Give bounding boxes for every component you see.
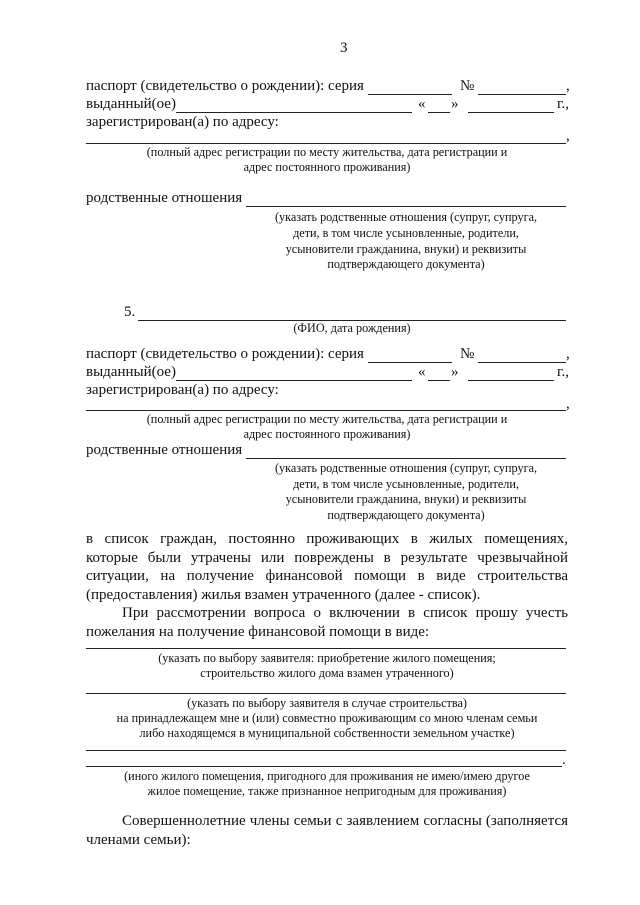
- consent-paragraph: Совершеннолетние члены семьи с заявлением согласны (заполняется членами семьи):: [86, 813, 568, 848]
- date-open-quote: «: [418, 364, 426, 380]
- choice-hint: (указать по выбору заявителя: приобретение жилого помещения;: [158, 651, 496, 665]
- month-field[interactable]: [468, 380, 554, 381]
- registered-label: зарегистрирован(а) по адресу:: [86, 382, 279, 398]
- construction-hint: либо находящемся в муниципальной собственности земельном участке): [139, 726, 515, 740]
- relation-label: родственные отношения: [86, 190, 243, 206]
- issued-label: выданный(ое): [86, 96, 176, 112]
- issued-by-field[interactable]: [176, 380, 412, 381]
- relation-field[interactable]: [246, 206, 566, 207]
- passport-number-field[interactable]: [478, 362, 566, 363]
- address-field[interactable]: [86, 410, 566, 411]
- passport-label: паспорт (свидетельство о рождении): серия: [86, 346, 364, 362]
- construction-hint: на принадлежащем мне и (или) совместно проживающим со мною членам семьи: [116, 711, 538, 725]
- series-field[interactable]: [368, 94, 452, 95]
- fio-hint: (ФИО, дата рождения): [293, 321, 411, 335]
- construction-field[interactable]: [86, 693, 566, 694]
- relation-hint: (указать родственные отношения (супруг, супруга,: [274, 210, 538, 224]
- number-sign: №: [460, 78, 475, 94]
- relation-hint: усыновители гражданина, внуки) и реквизиты: [285, 492, 527, 506]
- year-suffix: г.,: [557, 96, 569, 112]
- relation-hint: подтверждающего документа): [327, 257, 485, 271]
- address-hint: адрес постоянного проживания): [243, 160, 411, 174]
- day-field[interactable]: [428, 380, 450, 381]
- relation-hint: подтверждающего документа): [327, 508, 485, 522]
- month-field[interactable]: [468, 112, 554, 113]
- address-field[interactable]: [86, 143, 566, 144]
- registered-label: зарегистрирован(а) по адресу:: [86, 114, 279, 130]
- relation-hint: дети, в том числе усыновленные, родители,: [293, 477, 519, 491]
- address-hint: адрес постоянного проживания): [243, 427, 411, 441]
- construction-hint: (указать по выбору заявителя в случае строительства): [187, 696, 467, 710]
- other-housing-hint: жилое помещение, также признанное непригодным для проживания): [147, 784, 507, 798]
- issued-by-field[interactable]: [176, 112, 412, 113]
- date-close-quote: »: [451, 364, 459, 380]
- passport-label: паспорт (свидетельство о рождении): серия: [86, 78, 364, 94]
- body-paragraph: в список граждан, постоянно проживающих в жилых помещениях, которые были утрачены или повреждены в результате чрезвычайной ситуации, на получение финансовой помощи в виде строительства (предоставления) жилья взамен утраченного (далее - список).: [86, 531, 568, 603]
- date-open-quote: «: [418, 96, 426, 112]
- page-number: 3: [340, 40, 348, 56]
- address-hint: (полный адрес регистрации по месту жительства, дата регистрации и: [146, 412, 508, 426]
- series-field[interactable]: [368, 362, 452, 363]
- date-close-quote: »: [451, 96, 459, 112]
- relation-hint: дети, в том числе усыновленные, родители,: [293, 226, 519, 240]
- number-sign: №: [460, 346, 475, 362]
- other-housing-field-1[interactable]: [86, 750, 566, 751]
- body-paragraph: При рассмотрении вопроса о включении в список прошу учесть пожелания на получение финансовой помощи в виде:: [86, 605, 568, 640]
- relation-hint: (указать родственные отношения (супруг, супруга,: [274, 461, 538, 475]
- address-hint: (полный адрес регистрации по месту жительства, дата регистрации и: [146, 145, 508, 159]
- choice-hint: строительство жилого дома взамен утраченного): [200, 666, 454, 680]
- issued-label: выданный(ое): [86, 364, 176, 380]
- year-suffix: г.,: [557, 364, 569, 380]
- relation-field[interactable]: [246, 458, 566, 459]
- passport-number-field[interactable]: [478, 94, 566, 95]
- day-field[interactable]: [428, 112, 450, 113]
- item-number: 5.: [124, 304, 136, 320]
- other-housing-field-2[interactable]: [86, 766, 562, 767]
- other-housing-hint: (иного жилого помещения, пригодного для проживания не имею/имею другое: [124, 769, 530, 783]
- assistance-type-field[interactable]: [86, 648, 566, 649]
- relation-hint: усыновители гражданина, внуки) и реквизиты: [285, 242, 527, 256]
- relation-label: родственные отношения: [86, 442, 243, 458]
